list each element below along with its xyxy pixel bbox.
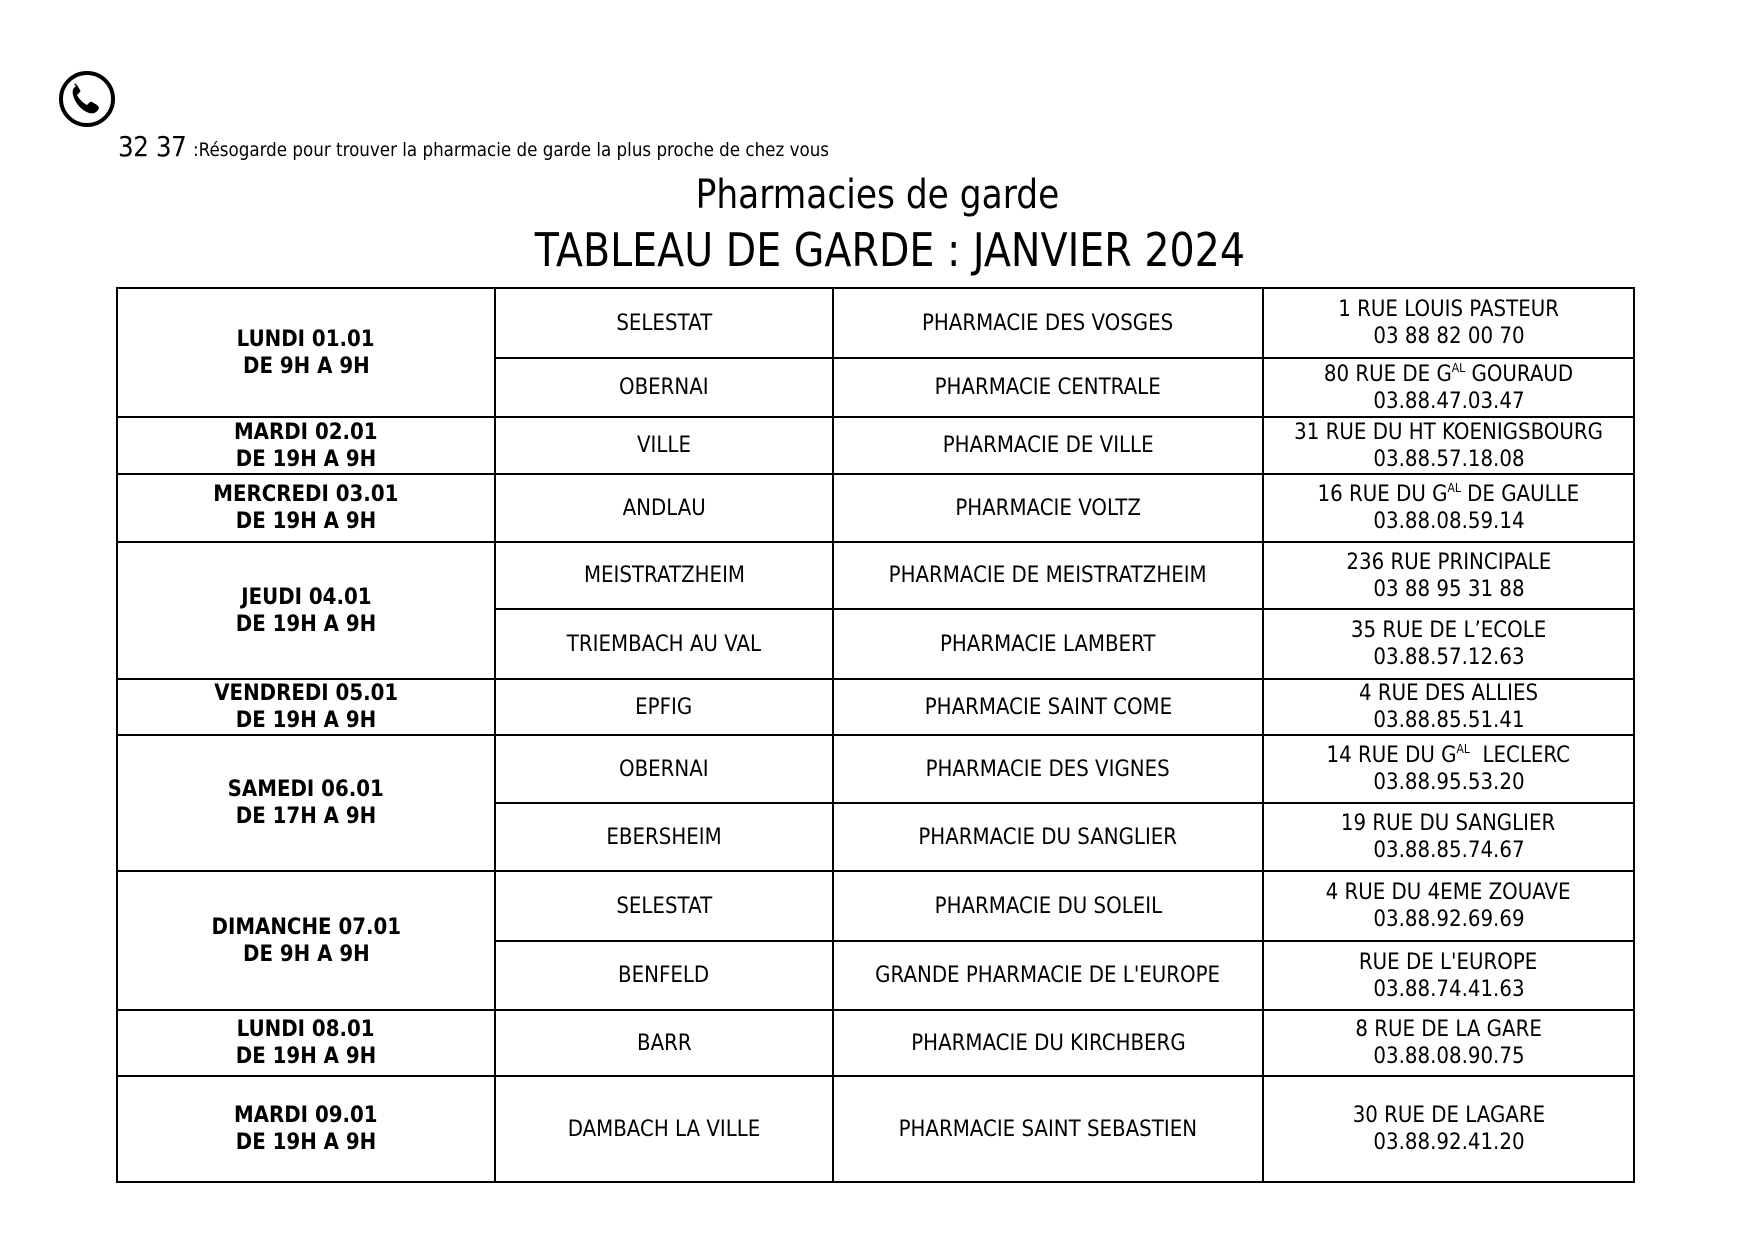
phone-number: 03 88 95 31 88 <box>1372 576 1525 602</box>
hotline-line <box>118 130 916 163</box>
city-cell <box>495 941 833 1010</box>
city-name: ANDLAU <box>622 495 706 521</box>
day-hours: DE 17H A 9H <box>235 804 377 829</box>
hotline-number: 32 37 <box>118 130 187 163</box>
address: 35 RUE DE L’ECOLE <box>1350 618 1547 643</box>
phone-number: 03 88 82 00 70 <box>1372 324 1525 349</box>
day-date: JEUDI 04.01 <box>240 584 372 610</box>
pharmacy-name: PHARMACIE SAINT SEBASTIEN <box>898 1116 1198 1142</box>
city-name: OBERNAI <box>619 375 709 400</box>
table-row <box>117 735 1634 803</box>
address-cell <box>1263 474 1634 542</box>
day-date: MARDI 02.01 <box>234 419 378 445</box>
city-cell <box>495 542 833 609</box>
address-cell <box>1263 871 1634 941</box>
pharmacy-name: PHARMACIE DES VOSGES <box>922 310 1174 336</box>
pharmacy-name: PHARMACIE DE VILLE <box>942 433 1154 458</box>
city-name: SELESTAT <box>616 310 712 336</box>
address-cell <box>1263 417 1634 474</box>
city-cell <box>495 288 833 358</box>
pharmacy-cell <box>833 871 1263 941</box>
pharmacy-cell <box>833 417 1263 474</box>
pharmacy-name: PHARMACIE DE MEISTRATZHEIM <box>889 563 1207 588</box>
phone-number: 03.88.95.53.20 <box>1372 770 1525 795</box>
address: 236 RUE PRINCIPALE <box>1346 549 1551 575</box>
city-name: DAMBACH LA VILLE <box>567 1116 761 1142</box>
city-name: EPFIG <box>635 694 693 720</box>
phone-number: 03.88.47.03.47 <box>1372 388 1525 414</box>
city-cell <box>495 1010 833 1076</box>
address-cell <box>1263 1076 1634 1182</box>
day-hours: DE 9H A 9H <box>242 353 370 379</box>
pharmacy-name: PHARMACIE VOLTZ <box>955 495 1141 521</box>
phone-number: 03.88.08.59.14 <box>1372 509 1525 534</box>
day-cell <box>117 474 495 542</box>
pharmacy-name: PHARMACIE DU SANGLIER <box>918 824 1178 850</box>
phone-number: 03.88.57.18.08 <box>1372 446 1525 472</box>
day-cell <box>117 288 495 417</box>
day-hours: DE 19H A 9H <box>235 1044 377 1069</box>
pharmacy-cell <box>833 542 1263 609</box>
pharmacy-name: PHARMACIE DU SOLEIL <box>934 893 1162 919</box>
day-hours: DE 9H A 9H <box>242 941 370 967</box>
city-cell <box>495 679 833 735</box>
address-cell <box>1263 803 1634 871</box>
address-cell <box>1263 679 1634 735</box>
city-name: TRIEMBACH AU VAL <box>566 631 762 657</box>
day-cell <box>117 871 495 1010</box>
pharmacy-cell <box>833 803 1263 871</box>
page-title: Pharmacies de garde <box>695 172 1059 218</box>
phone-number: 03.88.85.51.41 <box>1372 708 1525 733</box>
day-hours: DE 19H A 9H <box>235 509 377 534</box>
city-cell <box>495 1076 833 1182</box>
address-cell <box>1263 609 1634 679</box>
city-cell <box>495 735 833 803</box>
day-date: LUNDI 01.01 <box>237 326 375 352</box>
address: 19 RUE DU SANGLIER <box>1341 811 1556 836</box>
day-cell <box>117 417 495 474</box>
address-superscript: AL <box>1451 360 1466 375</box>
pharmacy-cell <box>833 679 1263 735</box>
city-name: SELESTAT <box>616 893 712 919</box>
phone-number: 03.88.92.69.69 <box>1372 907 1525 932</box>
day-date: MERCREDI 03.01 <box>213 482 399 507</box>
phone-icon <box>58 70 116 128</box>
address: RUE DE L'EUROPE <box>1359 949 1538 975</box>
pharmacy-cell <box>833 358 1263 417</box>
city-name: OBERNAI <box>619 756 709 782</box>
address-cell <box>1263 542 1634 609</box>
table-row <box>117 417 1634 474</box>
city-name: VILLE <box>637 433 691 458</box>
address: 30 RUE DE LAGARE <box>1352 1103 1545 1128</box>
address-superscript: AL <box>1447 481 1462 495</box>
city-cell <box>495 871 833 941</box>
address-cell <box>1263 941 1634 1010</box>
pharmacy-name: PHARMACIE CENTRALE <box>934 375 1162 400</box>
table-row <box>117 1076 1634 1182</box>
address-cell <box>1263 288 1634 358</box>
day-date: LUNDI 08.01 <box>237 1017 375 1042</box>
day-hours: DE 19H A 9H <box>235 611 377 637</box>
duty-schedule-table <box>116 287 1635 1183</box>
city-cell <box>495 417 833 474</box>
phone-number: 03.88.85.74.67 <box>1372 838 1525 863</box>
table-row <box>117 679 1634 735</box>
pharmacy-name: PHARMACIE SAINT COME <box>924 694 1172 720</box>
pharmacy-name: PHARMACIE DES VIGNES <box>925 756 1171 782</box>
city-cell <box>495 609 833 679</box>
city-name: EBERSHEIM <box>606 824 722 850</box>
pharmacy-cell <box>833 1076 1263 1182</box>
address: 4 RUE DU 4EME ZOUAVE <box>1326 880 1571 905</box>
day-cell <box>117 1076 495 1182</box>
table-row <box>117 1010 1634 1076</box>
table-row <box>117 542 1634 609</box>
pharmacy-cell <box>833 474 1263 542</box>
phone-number: 03.88.08.90.75 <box>1372 1044 1525 1069</box>
address-superscript: AL <box>1456 742 1471 756</box>
pharmacy-name: GRANDE PHARMACIE DE L'EUROPE <box>875 963 1221 988</box>
day-cell <box>117 735 495 871</box>
address-cell <box>1263 735 1634 803</box>
address: 14 RUE DU $G^{AL}$ LECLERC <box>1326 742 1571 768</box>
day-date: DIMANCHE 07.01 <box>211 914 401 940</box>
day-cell <box>117 542 495 679</box>
day-cell <box>117 679 495 735</box>
address: 4 RUE DES ALLIES <box>1358 681 1539 706</box>
address: 1 RUE LOUIS PASTEUR <box>1338 297 1559 322</box>
city-cell <box>495 803 833 871</box>
pharmacy-cell <box>833 735 1263 803</box>
city-cell <box>495 474 833 542</box>
city-cell <box>495 358 833 417</box>
pharmacy-name: PHARMACIE DU KIRCHBERG <box>910 1030 1186 1056</box>
phone-number: 03.88.74.41.63 <box>1372 976 1525 1002</box>
day-hours: DE 19H A 9H <box>235 446 377 472</box>
pharmacy-cell <box>833 941 1263 1010</box>
pharmacy-cell <box>833 1010 1263 1076</box>
phone-number: 03.88.57.12.63 <box>1372 645 1525 670</box>
address-cell <box>1263 1010 1634 1076</box>
city-name: BENFELD <box>618 963 710 988</box>
pharmacy-cell <box>833 609 1263 679</box>
day-cell <box>117 1010 495 1076</box>
city-name: BARR <box>636 1030 692 1056</box>
table-row <box>117 474 1634 542</box>
day-hours: DE 19H A 9H <box>235 708 377 733</box>
day-date: VENDREDI 05.01 <box>214 681 398 706</box>
day-date: SAMEDI 06.01 <box>227 777 385 802</box>
pharmacy-name: PHARMACIE LAMBERT <box>940 631 1156 657</box>
address: 16 RUE DU $G^{AL}$ DE GAULLE <box>1317 481 1580 507</box>
address: 8 RUE DE LA GARE <box>1355 1017 1542 1042</box>
address: 31 RUE DU HT KOENIGSBOURG <box>1294 419 1603 445</box>
day-date: MARDI 09.01 <box>234 1103 378 1128</box>
address-cell <box>1263 358 1634 417</box>
city-name: MEISTRATZHEIM <box>583 563 745 588</box>
page-subtitle: TABLEAU DE GARDE : JANVIER 2024 <box>534 223 1246 277</box>
phone-number: 03.88.92.41.20 <box>1372 1130 1525 1155</box>
table-row <box>117 871 1634 941</box>
table-row <box>117 288 1634 358</box>
hotline-description: :Résogarde pour trouver la pharmacie de garde la plus proche de chez vous <box>192 139 829 161</box>
pharmacy-cell <box>833 288 1263 358</box>
day-hours: DE 19H A 9H <box>235 1130 377 1155</box>
address: 80 RUE DE $G^{AL}$ GOURAUD <box>1323 360 1574 387</box>
